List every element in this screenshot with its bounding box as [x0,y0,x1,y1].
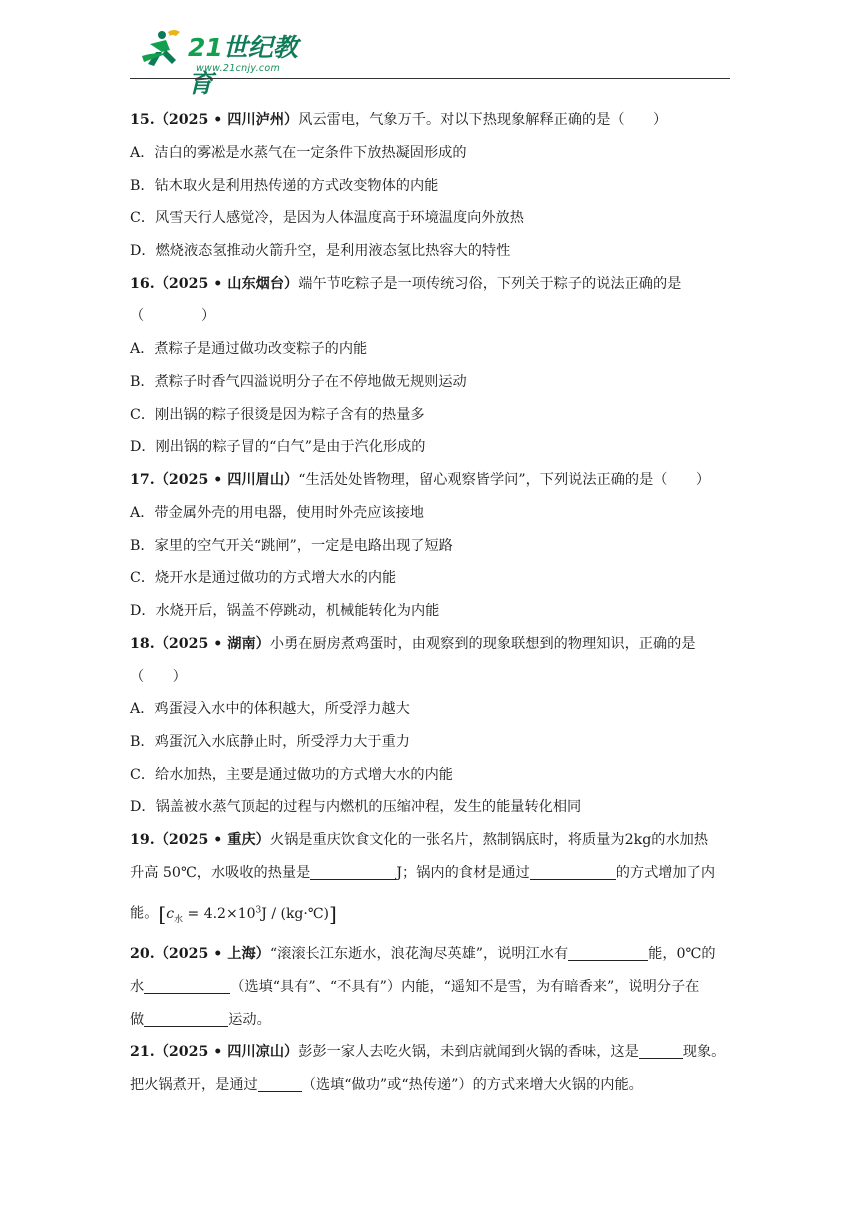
stem-text: 把火锅煮开，是通过 [130,1077,258,1093]
q19-stem [130,830,708,850]
question-stem: 端午节吃粽子是一项传统习俗，下列关于粽子的说法正确的是 [298,276,682,292]
q21-stem [130,1042,725,1062]
q15-option-b: B．钻木取火是利用热传递的方式改变物体的内能 [130,178,439,194]
q16-option-d: D．刚出锅的粽子冒的“白气”是由于汽化形成的 [130,439,426,455]
stem-text: （选填“具有”、“不具有”）内能，“遥知不是雪，为有暗香来”，说明分子在 [230,979,700,995]
q17-stem [130,470,710,490]
stem-text: 彭彭一家人去吃火锅，未到店就闻到火锅的香味，这是 [298,1044,639,1060]
q19-line3 [130,900,337,929]
page-header [130,26,730,98]
question-number: 20. [130,946,155,962]
q20-stem [130,944,716,964]
answer-blank[interactable] [310,863,396,880]
logo [140,26,320,98]
logo-url: www.21cnjy.com [196,63,281,74]
question-stem: 小勇在厨房煮鸡蛋时，由观察到的现象联想到的物理知识，正确的是 [269,636,696,652]
answer-blank[interactable] [144,1010,228,1027]
q18-option-c: C．给水加热，主要是通过做功的方式增大水的内能 [130,767,453,783]
formula-exponent: 3 [255,905,262,915]
q16-option-c: C．刚出锅的粽子很烫是因为粽子含有的热量多 [130,407,425,423]
question-source: （2025 • 重庆） [154,832,270,848]
answer-blank[interactable] [144,977,230,994]
question-source: （2025 • 四川泸州） [154,112,299,128]
q18-stem-paren: （ ） [130,669,187,685]
question-number: 21. [130,1044,155,1060]
q15-option-a: A．洁白的雾凇是水蒸气在一定条件下放热凝固形成的 [130,145,467,161]
q16-option-a: A．煮粽子是通过做功改变粽子的内能 [130,341,368,357]
stem-text: 水 [130,979,145,995]
stem-text: “滚滚长江东逝水，浪花淘尽英雄”，说明江水有 [269,946,569,962]
formula-symbol: c [166,905,175,922]
q17-option-c: C．烧开水是通过做功的方式增大水的内能 [130,570,397,586]
formula-unit: J / (kg·℃) [261,905,329,922]
logo-title: 世纪教育 [188,33,298,98]
specific-heat-formula: [$c_水 = 4.2\times 10^3J$ / (kg·℃)] [158,901,337,926]
stem-text: 的方式增加了内 [615,865,716,881]
q21-line2 [130,1075,643,1095]
q15-option-d: D．燃烧液态氢推动火箭升空，是利用液态氢比热容大的特性 [130,243,511,259]
q15-stem [130,110,667,130]
answer-blank[interactable] [639,1042,683,1059]
question-number: 15. [130,112,155,128]
answer-blank[interactable] [568,944,648,961]
q17-option-b: B．家里的空气开关“跳闸”，一定是电路出现了短路 [130,538,453,554]
q16-option-b: B．煮粽子时香气四溢说明分子在不停地做无规则运动 [130,374,467,390]
answer-blank[interactable] [530,863,616,880]
question-source: （2025 • 四川眉山） [154,472,299,488]
question-stem: 风云雷电，气象万千。对以下热现象解释正确的是（ ） [298,112,668,128]
stem-text: 运动。 [228,1012,271,1028]
header-divider [130,78,730,79]
logo-num: 21 [188,33,223,62]
question-number: 16. [130,276,155,292]
q16-stem [130,274,681,294]
q16-stem-paren: （ ） [130,308,216,324]
question-stem: 火锅是重庆饮食文化的一张名片，熬制锅底时，将质量为2kg的水加热 [269,832,709,848]
formula-value: = 4.2×10 [183,905,256,922]
formula-subscript: 水 [174,914,184,925]
stem-text: 升高 50℃，水吸收的热量是 [130,865,311,881]
q20-line3 [130,1010,271,1030]
q18-option-a: A．鸡蛋浸入水中的体积越大，所受浮力越大 [130,701,410,717]
question-number: 19. [130,832,155,848]
question-number: 17. [130,472,155,488]
stem-text: 做 [130,1012,145,1028]
q17-option-d: D．水烧开后，锅盖不停跳动，机械能转化为内能 [130,603,440,619]
answer-blank[interactable] [258,1075,302,1092]
stem-text: 现象。 [682,1044,726,1060]
question-source: （2025 • 四川凉山） [154,1044,299,1060]
runner-logo-icon [140,26,190,74]
question-stem: “生活处处皆物理，留心观察皆学问”，下列说法正确的是（ ） [298,472,711,488]
stem-text: 能，0℃的 [648,946,716,962]
q18-stem [130,634,696,654]
question-source: （2025 • 山东烟台） [154,276,299,292]
question-number: 18. [130,636,155,652]
q15-option-c: C．风雪天行人感觉冷，是因为人体温度高于环境温度向外放热 [130,210,524,226]
q17-option-a: A．带金属外壳的用电器，使用时外壳应该接地 [130,505,424,521]
stem-text: J；锅内的食材是通过 [396,865,530,881]
q18-option-b: B．鸡蛋沉入水底静止时，所受浮力大于重力 [130,734,410,750]
q18-option-d: D．锅盖被水蒸气顶起的过程与内燃机的压缩冲程，发生的能量转化相同 [130,799,582,815]
stem-text: （选填“做功”或“热传递”）的方式来增大火锅的内能。 [301,1077,643,1093]
stem-text: 能。 [130,905,159,922]
q20-line2 [130,977,699,997]
question-source: （2025 • 上海） [154,946,270,962]
q19-line2 [130,863,715,883]
question-source: （2025 • 湖南） [154,636,270,652]
